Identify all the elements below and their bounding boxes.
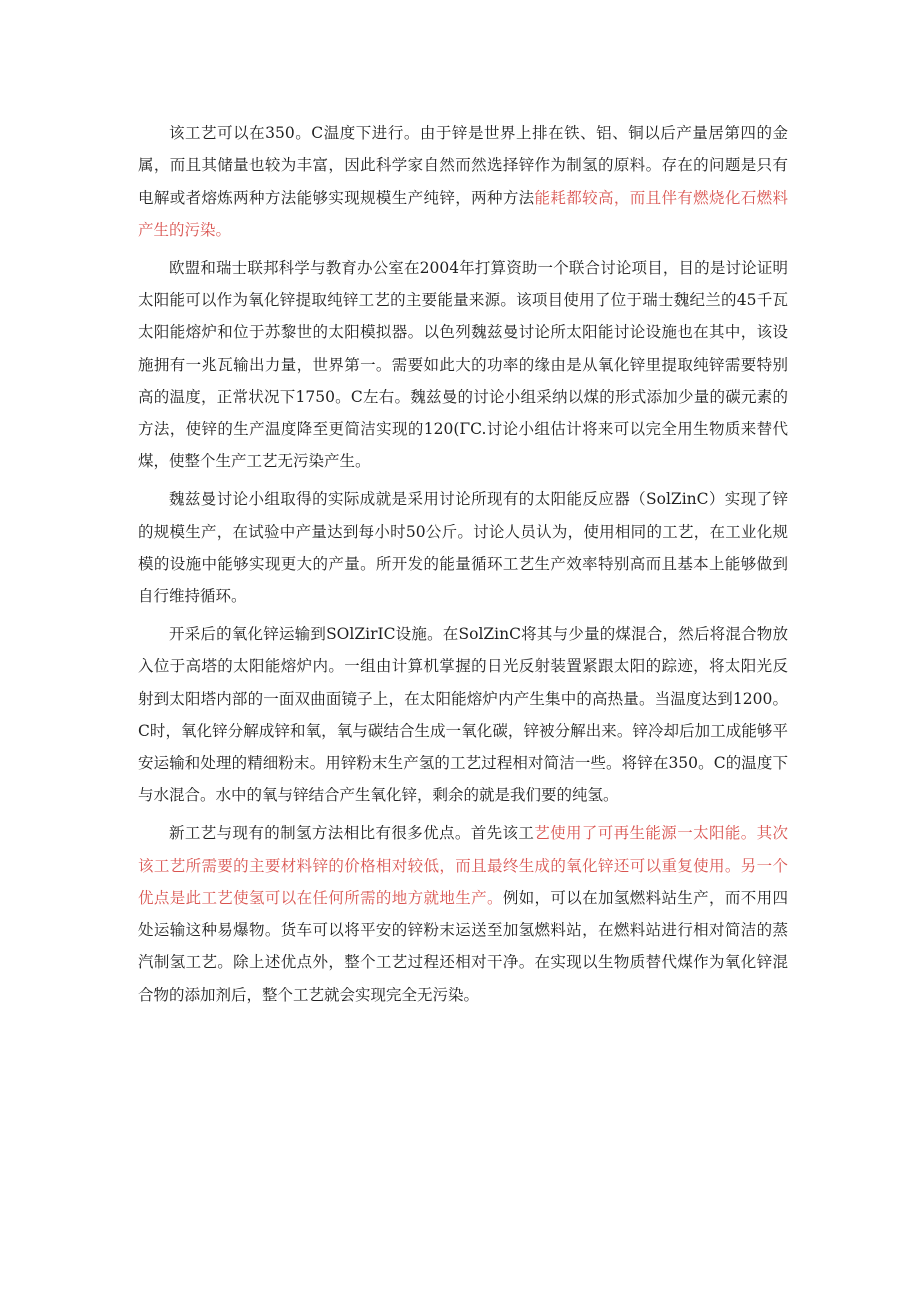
paragraph-5-highlighted-text: 艺使用了可再生能源一太阳能。其次该工艺所需要的主要材料锌的价格相对较低，而且最终生成的氧化锌还可以重复使用。另一个优点是此工艺使氢可以在任何所需的地方就地生产。 [138,824,788,907]
document-body [138,117,788,1017]
paragraph-4 [138,618,788,812]
paragraph-1-highlighted-text: 能耗都较高，而且伴有燃烧化石燃料产生的污染。 [138,188,788,239]
paragraph-5-text-end: 例如，可以在加氢燃料站生产，而不用四处运输这种易爆物。货车可以将平安的锌粉末运送至加氢燃料站，在燃料站进行相对简洁的蒸汽制氢工艺。除上述优点外，整个工艺过程还相对干净。在实现以生物质替代煤作为氧化锌混合物的添加剂后，整个工艺就会实现完全无污染。 [138,888,788,1004]
paragraph-3-text: 魏兹曼讨论小组取得的实际成就是采用讨论所现有的太阳能反应器（SolZinC）实现了锌的规模生产，在试验中产量达到每小时50公斤。讨论人员认为，使用相同的工艺，在工业化规模的设施中能够实现更大的产量。所开发的能量循环工艺生产效率特别高而且基本上能够做到自行维持循环。 [138,490,788,606]
paragraph-5 [138,817,788,1011]
paragraph-1-text: 该工艺可以在350。C温度下进行。由于锌是世界上排在铁、铝、铜以后产量居第四的金属，而且其储量也较为丰富，因此科学家自然而然选择锌作为制氢的原料。存在的问题是只有电解或者熔炼两种方法能够实现规模生产纯锌，两种方法 [138,124,788,207]
paragraph-2-text: 欧盟和瑞士联邦科学与教育办公室在2004年打算资助一个联合讨论项目，目的是讨论证明太阳能可以作为氧化锌提取纯锌工艺的主要能量来源。该项目使用了位于瑞士魏纪兰的45千瓦太阳能熔炉和位于苏黎世的太阳模拟器。以色列魏兹曼讨论所太阳能讨论设施也在其中，该设施拥有一兆瓦输出力量，世界第一。需要如此大的功率的缘由是从氧化锌里提取纯锌需要特别高的温度，正常状况下1750。C左右。魏兹曼的讨论小组采纳以煤的形式添加少量的碳元素的方法，使锌的生产温度降至更简洁实现的120(ΓC.讨论小组估计将来可以完全用生物质来替代煤，使整个生产工艺无污染产生。 [138,258,788,471]
paragraph-2 [138,252,788,478]
paragraph-4-text: 开采后的氧化锌运输到SOlZirIC设施。在SolZinC将其与少量的煤混合，然后将混合物放入位于高塔的太阳能熔炉内。一组由计算机掌握的日光反射装置紧跟太阳的踪迹，将太阳光反射到太阳塔内部的一面双曲面镜子上，在太阳能熔炉内产生集中的高热量。当温度达到1200。C时，氧化锌分解成锌和氧，氧与碳结合生成一氧化碳，锌被分解出来。锌冷却后加工成能够平安运输和处理的精细粉末。用锌粉末生产氢的工艺过程相对简洁一些。将锌在350。C的温度下与水混合。水中的氧与锌结合产生氧化锌，剩余的就是我们要的纯氢。 [138,624,788,805]
paragraph-1 [138,117,788,246]
paragraph-5-text-start: 新工艺与现有的制氢方法相比有很多优点。首先该工 [169,824,535,843]
paragraph-3 [138,483,788,612]
